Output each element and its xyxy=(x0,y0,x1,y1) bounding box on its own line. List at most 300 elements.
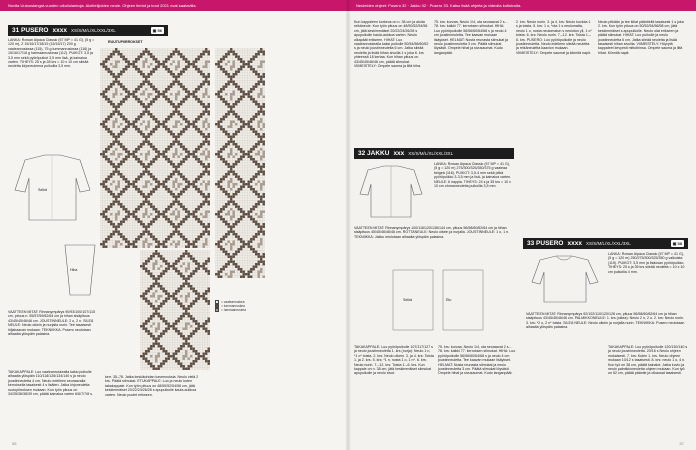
chart-cell xyxy=(100,211,103,214)
chart-cell xyxy=(173,246,176,249)
chart-cell xyxy=(178,201,181,204)
chart-cell xyxy=(193,343,196,346)
chart-cell xyxy=(168,151,171,154)
chart-cell xyxy=(125,141,128,144)
chart-cell xyxy=(118,226,121,229)
chart-cell xyxy=(178,123,181,126)
chart-cell xyxy=(125,148,128,151)
chart-cell xyxy=(153,148,156,151)
chart-cell xyxy=(115,61,118,64)
chart-cell xyxy=(200,216,203,219)
chart-cell xyxy=(170,328,173,331)
chart-cell xyxy=(110,98,113,101)
chart-cell xyxy=(143,203,146,206)
chart-cell xyxy=(180,258,183,261)
chart-cell xyxy=(130,123,133,126)
chart-cell xyxy=(140,333,143,336)
chart-cell xyxy=(195,338,198,341)
chart-cell xyxy=(175,315,178,318)
chart-cell xyxy=(153,101,156,104)
chart-cell xyxy=(148,58,151,61)
chart-cell xyxy=(148,290,151,293)
chart-cell xyxy=(190,191,193,194)
chart-cell xyxy=(178,243,181,246)
chart-cell xyxy=(175,333,178,336)
chart-cell xyxy=(140,310,143,313)
chart-cell xyxy=(113,86,116,89)
chart-cell xyxy=(190,131,193,134)
chart-cell xyxy=(180,143,183,146)
chart-cell xyxy=(198,246,201,249)
chart-cell xyxy=(155,283,158,286)
chart-cell xyxy=(153,293,156,296)
chart-cell xyxy=(163,243,166,246)
chart-cell xyxy=(158,320,161,323)
chart-cell xyxy=(205,323,208,326)
chart-cell xyxy=(153,163,156,166)
chart-cell xyxy=(103,48,106,51)
chart-cell xyxy=(153,238,156,241)
chart-cell xyxy=(100,101,103,104)
chart-cell xyxy=(143,61,146,64)
chart-cell xyxy=(143,333,146,336)
chart-cell xyxy=(140,263,143,266)
chart-cell xyxy=(185,141,188,144)
chart-cell xyxy=(178,73,181,76)
chart-cell xyxy=(153,171,156,174)
chart-cell xyxy=(200,265,203,268)
chart-cell xyxy=(168,338,171,341)
chart-cell xyxy=(185,288,188,291)
chart-cell xyxy=(140,211,143,214)
chart-cell xyxy=(195,68,198,71)
chart-cell xyxy=(205,348,208,351)
chart-cell xyxy=(148,88,151,91)
chart-cell xyxy=(148,191,151,194)
chart-cell xyxy=(188,96,191,99)
chart-cell xyxy=(168,270,171,273)
chart-cell xyxy=(200,166,203,169)
chart-cell xyxy=(188,181,191,184)
chart-cell xyxy=(100,83,103,86)
chart-cell xyxy=(193,246,196,249)
chart-cell xyxy=(160,253,163,256)
chart-cell xyxy=(185,290,188,293)
chart-cell xyxy=(128,191,131,194)
chart-cell xyxy=(198,236,201,239)
chart-cell xyxy=(180,216,183,219)
chart-cell xyxy=(160,340,163,343)
chart-cell xyxy=(128,76,131,79)
chart-cell xyxy=(208,300,211,303)
chart-cell xyxy=(105,151,108,154)
chart-cell xyxy=(123,58,126,61)
chart-cell xyxy=(175,283,178,286)
chart-cell xyxy=(143,363,146,366)
chart-cell xyxy=(193,258,196,261)
chart-cell xyxy=(140,63,143,66)
chart-cell xyxy=(170,221,173,224)
chart-cell xyxy=(128,201,131,204)
chart-cell xyxy=(163,81,166,84)
chart-cell xyxy=(180,103,183,106)
chart-cell xyxy=(160,103,163,106)
chart-cell xyxy=(103,163,106,166)
chart-cell xyxy=(200,173,203,176)
chart-cell xyxy=(170,141,173,144)
chart-cell xyxy=(145,280,148,283)
chart-cell xyxy=(175,313,178,316)
chart-cell xyxy=(178,63,181,66)
chart-cell xyxy=(148,203,151,206)
chart-cell xyxy=(148,211,151,214)
chart-cell xyxy=(115,133,118,136)
chart-cell xyxy=(103,203,106,206)
chart-cell xyxy=(178,278,181,281)
chart-cell xyxy=(105,223,108,226)
chart-cell xyxy=(200,353,203,356)
chart-cell xyxy=(123,86,126,89)
chart-cell xyxy=(185,208,188,211)
chart-cell xyxy=(173,206,176,209)
chart-cell xyxy=(118,156,121,159)
chart-cell xyxy=(180,325,183,328)
chart-cell xyxy=(173,285,176,288)
chart-cell xyxy=(128,88,131,91)
chart-cell xyxy=(103,56,106,59)
chart-cell xyxy=(190,290,193,293)
chart-cell xyxy=(133,231,136,234)
chart-cell xyxy=(208,148,211,151)
chart-cell xyxy=(188,233,191,236)
chart-cell xyxy=(190,333,193,336)
chart-cell xyxy=(183,166,186,169)
chart-cell xyxy=(138,103,141,106)
chart-cell xyxy=(190,158,193,161)
chart-cell xyxy=(138,58,141,61)
chart-cell xyxy=(165,73,168,76)
chart-cell xyxy=(165,178,168,181)
chart-cell xyxy=(140,136,143,139)
chart-cell xyxy=(238,58,241,61)
chart-cell xyxy=(185,163,188,166)
chart-cell xyxy=(133,108,136,111)
chart-cell xyxy=(100,76,103,79)
chart-cell xyxy=(260,51,263,54)
chart-cell xyxy=(138,93,141,96)
chart-cell xyxy=(208,323,211,326)
chart-cell xyxy=(115,246,118,249)
chart-cell xyxy=(128,106,131,109)
chart-cell xyxy=(150,216,153,219)
chart-cell xyxy=(200,88,203,91)
chart-cell xyxy=(158,348,161,351)
chart-cell xyxy=(155,83,158,86)
chart-cell xyxy=(128,143,131,146)
chart-cell xyxy=(143,168,146,171)
chart-cell xyxy=(100,88,103,91)
chart-cell xyxy=(208,66,211,69)
chart-cell xyxy=(180,153,183,156)
chart-cell xyxy=(133,48,136,51)
chart-cell xyxy=(153,255,156,258)
chart-cell xyxy=(108,93,111,96)
chart-cell xyxy=(193,58,196,61)
chart-cell xyxy=(135,58,138,61)
chart-cell xyxy=(208,313,211,316)
chart-cell xyxy=(203,146,206,149)
chart-cell xyxy=(188,121,191,124)
chart-cell xyxy=(148,111,151,114)
chart-cell xyxy=(123,206,126,209)
chart-cell xyxy=(208,223,211,226)
chart-cell xyxy=(178,183,181,186)
chart-cell xyxy=(175,285,178,288)
chart-cell xyxy=(155,343,158,346)
chart-cell xyxy=(140,98,143,101)
chart-cell xyxy=(190,73,193,76)
chart-cell xyxy=(140,173,143,176)
chart-cell xyxy=(130,241,133,244)
chart-cell xyxy=(190,313,193,316)
chart-cell xyxy=(175,233,178,236)
chart-cell xyxy=(130,53,133,56)
chart-cell xyxy=(163,338,166,341)
chart-cell xyxy=(123,226,126,229)
chart-cell xyxy=(113,208,116,211)
chart-cell xyxy=(100,73,103,76)
chart-cell xyxy=(158,138,161,141)
chart-cell xyxy=(148,128,151,131)
chart-cell xyxy=(198,226,201,229)
chart-cell xyxy=(148,293,151,296)
chart-cell xyxy=(138,226,141,229)
chart-cell xyxy=(155,136,158,139)
chart-cell xyxy=(193,355,196,358)
chart-cell xyxy=(120,76,123,79)
chart-cell xyxy=(140,53,143,56)
chart-cell xyxy=(153,335,156,338)
chart-cell xyxy=(163,303,166,306)
chart-cell xyxy=(123,106,126,109)
chart-cell xyxy=(263,53,266,56)
chart-cell xyxy=(130,216,133,219)
chart-cell xyxy=(178,136,181,139)
chart-cell xyxy=(100,176,103,179)
chart-cell xyxy=(125,223,128,226)
chart-cell xyxy=(128,96,131,99)
chart-cell xyxy=(185,111,188,114)
chart-cell xyxy=(100,71,103,74)
chart-cell xyxy=(183,91,186,94)
chart-cell xyxy=(180,246,183,249)
chart-cell xyxy=(200,358,203,361)
chart-cell xyxy=(153,138,156,141)
chart-cell xyxy=(183,293,186,296)
chart-cell xyxy=(180,231,183,234)
chart-cell xyxy=(200,106,203,109)
chart-cell xyxy=(260,53,263,56)
chart-cell xyxy=(143,98,146,101)
chart-cell xyxy=(125,218,128,221)
chart-cell xyxy=(120,58,123,61)
chart-cell xyxy=(178,203,181,206)
chart-cell xyxy=(155,181,158,184)
chart-cell xyxy=(198,255,201,258)
chart-cell xyxy=(200,315,203,318)
chart-cell xyxy=(165,216,168,219)
chart-cell xyxy=(195,161,198,164)
chart-cell xyxy=(180,363,183,366)
chart-cell xyxy=(173,176,176,179)
chart-cell xyxy=(258,58,261,61)
chart-cell xyxy=(175,213,178,216)
chart-cell xyxy=(110,123,113,126)
chart-cell xyxy=(133,176,136,179)
chart-cell xyxy=(200,365,203,368)
chart-cell xyxy=(170,285,173,288)
chart-cell xyxy=(138,186,141,189)
chart-cell xyxy=(160,123,163,126)
chart-cell xyxy=(140,358,143,361)
chart-cell xyxy=(183,221,186,224)
chart-cell xyxy=(160,330,163,333)
chart-cell xyxy=(200,158,203,161)
chart-cell xyxy=(110,56,113,59)
chart-cell xyxy=(148,181,151,184)
chart-cell xyxy=(120,188,123,191)
chart-cell xyxy=(170,218,173,221)
chart-cell xyxy=(198,258,201,261)
chart-cell xyxy=(135,121,138,124)
chart-cell xyxy=(145,243,148,246)
chart-cell xyxy=(145,156,148,159)
chart-cell xyxy=(128,111,131,114)
chart-cell xyxy=(180,358,183,361)
chart-cell xyxy=(130,243,133,246)
chart-cell xyxy=(128,141,131,144)
chart-cell xyxy=(120,226,123,229)
chart-cell xyxy=(163,320,166,323)
chart-cell xyxy=(175,260,178,263)
chart-cell xyxy=(103,176,106,179)
chart-cell xyxy=(123,188,126,191)
chart-cell xyxy=(148,243,151,246)
chart-cell xyxy=(195,218,198,221)
chart-cell xyxy=(160,278,163,281)
chart-cell xyxy=(125,176,128,179)
chart-cell xyxy=(170,363,173,366)
chart-cell xyxy=(173,250,176,253)
chart-cell xyxy=(138,61,141,64)
chart-cell xyxy=(173,293,176,296)
chart-cell xyxy=(173,81,176,84)
chart-cell xyxy=(145,198,148,201)
chart-cell xyxy=(188,198,191,201)
chart-cell xyxy=(173,263,176,266)
chart-cell xyxy=(148,108,151,111)
chart-cell xyxy=(160,315,163,318)
chart-cell xyxy=(103,66,106,69)
chart-cell xyxy=(153,278,156,281)
chart-cell xyxy=(165,173,168,176)
chart-cell xyxy=(100,168,103,171)
chart-cell xyxy=(165,348,168,351)
chart-cell xyxy=(180,368,183,371)
chart-cell xyxy=(143,250,146,253)
chart-cell xyxy=(153,103,156,106)
chart-cell xyxy=(228,61,231,64)
chart-cell xyxy=(163,270,166,273)
chart-cell xyxy=(183,198,186,201)
chart-cell xyxy=(168,103,171,106)
chart-cell xyxy=(203,61,206,64)
chart-cell xyxy=(205,66,208,69)
chart-cell xyxy=(120,203,123,206)
chart-cell xyxy=(158,86,161,89)
chart-cell xyxy=(185,81,188,84)
chart-cell xyxy=(128,108,131,111)
chart-cell xyxy=(198,78,201,81)
chart-cell xyxy=(163,298,166,301)
chart-cell xyxy=(125,146,128,149)
chart-cell xyxy=(128,116,131,119)
chart-cell xyxy=(178,68,181,71)
chart-cell xyxy=(178,106,181,109)
chart-cell xyxy=(125,63,128,66)
chart-cell xyxy=(195,318,198,321)
chart-cell xyxy=(160,51,163,54)
chart-cell xyxy=(120,171,123,174)
chart-cell xyxy=(175,350,178,353)
chart-cell xyxy=(150,138,153,141)
chart-cell xyxy=(130,221,133,224)
chart-cell xyxy=(118,241,121,244)
chart-cell xyxy=(205,280,208,283)
chart-cell xyxy=(148,201,151,204)
chart-cell xyxy=(153,183,156,186)
chart-cell xyxy=(138,148,141,151)
chart-cell xyxy=(208,166,211,169)
chart-cell xyxy=(123,123,126,126)
chart-cell xyxy=(158,116,161,119)
chart-cell xyxy=(130,138,133,141)
chart-cell xyxy=(128,196,131,199)
chart-cell xyxy=(155,61,158,64)
chart-cell xyxy=(218,61,221,64)
chart-cell xyxy=(185,323,188,326)
chart-cell xyxy=(185,171,188,174)
chart-cell xyxy=(188,315,191,318)
chart-cell xyxy=(163,73,166,76)
chart-cell xyxy=(148,338,151,341)
chart-cell xyxy=(195,368,198,371)
chart-cell xyxy=(150,81,153,84)
chart-cell xyxy=(143,323,146,326)
chart-cell xyxy=(200,226,203,229)
chart-cell xyxy=(100,66,103,69)
chart-cell xyxy=(185,236,188,239)
chart-cell xyxy=(188,323,191,326)
chart-cell xyxy=(205,330,208,333)
chart-cell xyxy=(185,146,188,149)
chart-cell xyxy=(138,158,141,161)
chart-cell xyxy=(208,71,211,74)
chart-cell xyxy=(160,363,163,366)
chart-cell xyxy=(155,313,158,316)
chart-cell xyxy=(140,106,143,109)
chart-cell xyxy=(155,290,158,293)
